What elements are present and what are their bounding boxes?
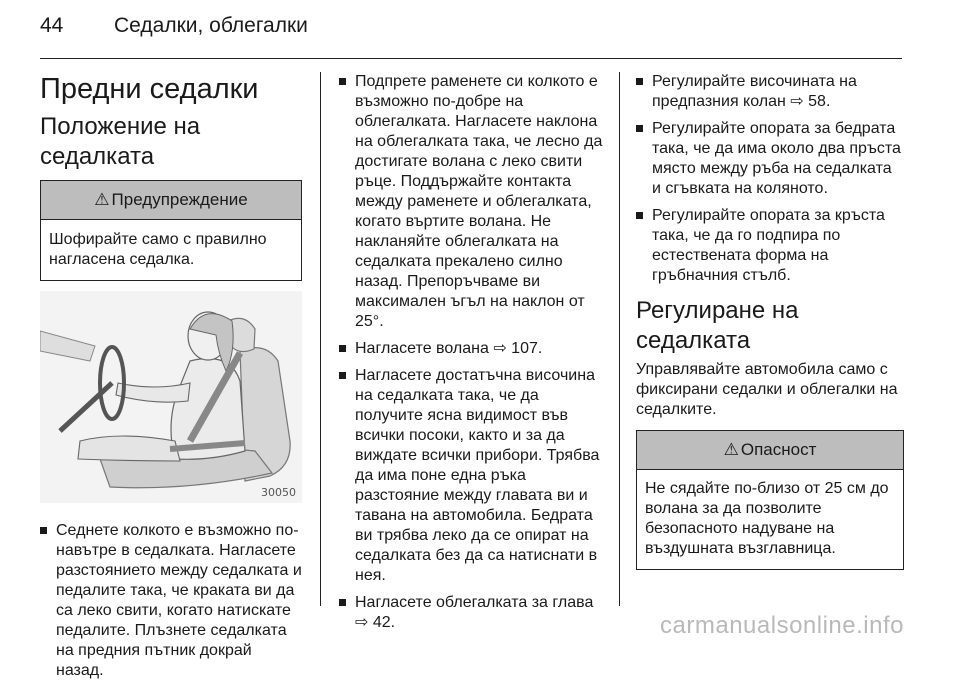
danger-text: Не сядайте по-близо от 25 см до волана за да позволите безопасното надуване на въздушната възглавница. xyxy=(645,480,889,557)
seat-position-illustration xyxy=(40,291,302,503)
list-item: Нагласете достатъчна височина на седалката така, че да получите ясна видимост във всички посоки, както и за да виждате всички прибори. Трябва да има поне една ръка разстояние между главата ви и тавана на автомобила. Бедрата ви трябва леко да се опират на седалката без да са натиснати в нея. xyxy=(339,366,604,586)
danger-title: Опасност xyxy=(740,440,817,459)
danger-box-header xyxy=(637,431,903,470)
warning-icon: ⚠ xyxy=(94,190,110,209)
header-rule xyxy=(40,58,902,59)
figure-id: 30050 xyxy=(261,486,296,499)
bullet-icon xyxy=(339,345,346,352)
list-item: Регулирайте височината на предпазния колан ⇨ 58. xyxy=(636,72,904,112)
bullet-icon xyxy=(40,527,47,534)
warning-box xyxy=(40,180,302,281)
driver-seat-icon xyxy=(40,291,302,503)
warning-icon: ⚠ xyxy=(723,440,739,459)
column-3 xyxy=(636,72,904,570)
column-2 xyxy=(339,72,604,640)
bullet-list xyxy=(40,521,302,681)
warning-text: Шофирайте само с правилно нагласена седалка. xyxy=(49,231,267,268)
danger-box xyxy=(636,430,904,570)
warning-title: Предупреждение xyxy=(111,190,248,209)
bullet-icon xyxy=(339,599,346,606)
page-number: 44 xyxy=(40,14,64,37)
bullet-icon xyxy=(339,372,346,379)
list-item: Регулирайте опората за бедрата така, че да има около два пръста място между ръба на седалката и сгъвката на коляното. xyxy=(636,119,904,199)
section-title: Седалки, облегалки xyxy=(114,14,308,37)
main-heading: Предни седалки xyxy=(40,73,259,105)
bullet-icon xyxy=(339,78,346,85)
bullet-list xyxy=(339,72,604,633)
list-item: Нагласете облегалката за глава ⇨ 42. xyxy=(339,593,604,633)
bullet-icon xyxy=(636,212,643,219)
warning-box-header xyxy=(41,181,301,220)
bullet-icon xyxy=(636,78,643,85)
list-item: Нагласете волана ⇨ 107. xyxy=(339,339,604,359)
list-item: Регулирайте опората за кръста така, че да го подпира по естествената форма на гръбначния стълб. xyxy=(636,206,904,286)
page-header xyxy=(40,14,308,38)
list-item: Подпрете раменете си колкото е възможно по-добре на облегалката. Нагласете наклона на облегалката така, че лесно да достигате волана с леко свити ръце. Поддържайте контакта между раменете и облегалката, когато въртите волана. Не накланяйте облегалката на седалката прекалено силно назад. Препоръчваме ви максимален ъгъл на наклон от 25°. xyxy=(339,72,604,332)
section-heading: Регулиране на седалката xyxy=(636,297,799,354)
sub-heading: Положение на седалката xyxy=(40,113,201,170)
column-divider xyxy=(320,72,321,606)
body-paragraph: Управлявайте автомобила само с фиксирани седалки и облегалки на седалките. xyxy=(636,361,898,418)
watermark: carmanualsonline.info xyxy=(660,612,904,639)
list-item: Седнете колкото е възможно по-навътре в седалката. Нагласете разстоянието между седалката и педалите така, че краката ви да са леко свити, когато натискате педалите. Плъзнете седалката на предния пътник докрай назад. xyxy=(40,521,302,681)
column-1 xyxy=(40,72,302,688)
bullet-list xyxy=(636,72,904,286)
bullet-icon xyxy=(636,125,643,132)
column-divider xyxy=(619,72,620,606)
